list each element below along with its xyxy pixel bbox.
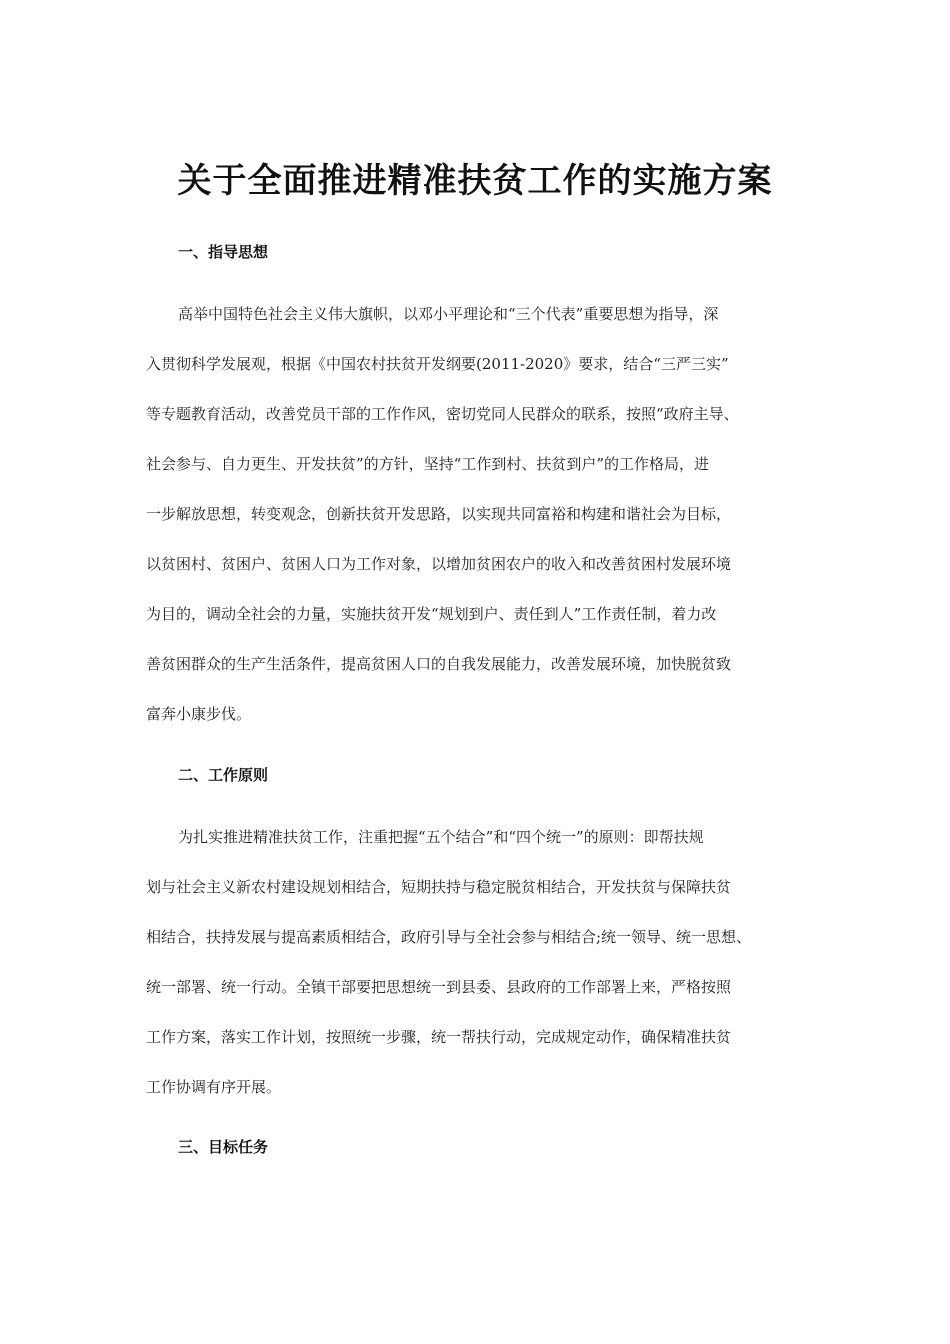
section-paragraph-work-principles — [146, 826, 826, 1126]
paragraph-line: 工作协调有序开展。 — [146, 1078, 282, 1096]
section-paragraph-guiding-ideology — [146, 303, 826, 753]
paragraph-line: 相结合，扶持发展与提高素质相结合，政府引导与全社会参与相结合;统一领导、统一思想、 — [146, 928, 752, 946]
paragraph-line: 一步解放思想，转变观念，创新扶贫开发思路，以实现共同富裕和构建和谐社会为目标， — [146, 505, 732, 523]
section-heading-guiding-ideology: 一、指导思想 — [178, 243, 269, 261]
paragraph-line: 为扎实推进精准扶贫工作，注重把握“五个结合”和“四个统一”的原则：即帮扶规 — [178, 828, 704, 846]
document-title: 关于全面推进精准扶贫工作的实施方案 — [177, 160, 773, 201]
section-heading-goals-tasks: 三、目标任务 — [178, 1138, 269, 1156]
paragraph-line: 为目的，调动全社会的力量，实施扶贫开发“规划到户、责任到人”工作责任制，着力改 — [146, 605, 717, 623]
section-heading-work-principles: 二、工作原则 — [178, 766, 269, 784]
paragraph-line: 富奔小康步伐。 — [146, 705, 252, 723]
paragraph-line: 高举中国特色社会主义伟大旗帜，以邓小平理论和“三个代表”重要思想为指导，深 — [178, 305, 719, 323]
paragraph-line: 统一部署、统一行动。全镇干部要把思想统一到县委、县政府的工作部署上来，严格按照 — [146, 978, 732, 996]
paragraph-line: 等专题教育活动，改善党员干部的工作作风，密切党同人民群众的联系，按照“政府主导、 — [146, 405, 739, 423]
paragraph-line: 划与社会主义新农村建设规划相结合，短期扶持与稳定脱贫相结合，开发扶贫与保障扶贫 — [146, 878, 732, 896]
paragraph-line: 工作方案，落实工作计划，按照统一步骤，统一帮扶行动，完成规定动作，确保精准扶贫 — [146, 1028, 732, 1046]
paragraph-line: 善贫困群众的生产生活条件，提高贫困人口的自我发展能力，改善发展环境，加快脱贫致 — [146, 655, 732, 673]
paragraph-line: 入贯彻科学发展观，根据《中国农村扶贫开发纲要(2011-2020》要求，结合“三严三实” — [146, 355, 729, 373]
paragraph-line: 以贫困村、贫困户、贫困人口为工作对象，以增加贫困农户的收入和改善贫困村发展环境 — [146, 555, 732, 573]
paragraph-line: 社会参与、自力更生、开发扶贫”的方针，坚持“工作到村、扶贫到户”的工作格局，进 — [146, 455, 710, 473]
